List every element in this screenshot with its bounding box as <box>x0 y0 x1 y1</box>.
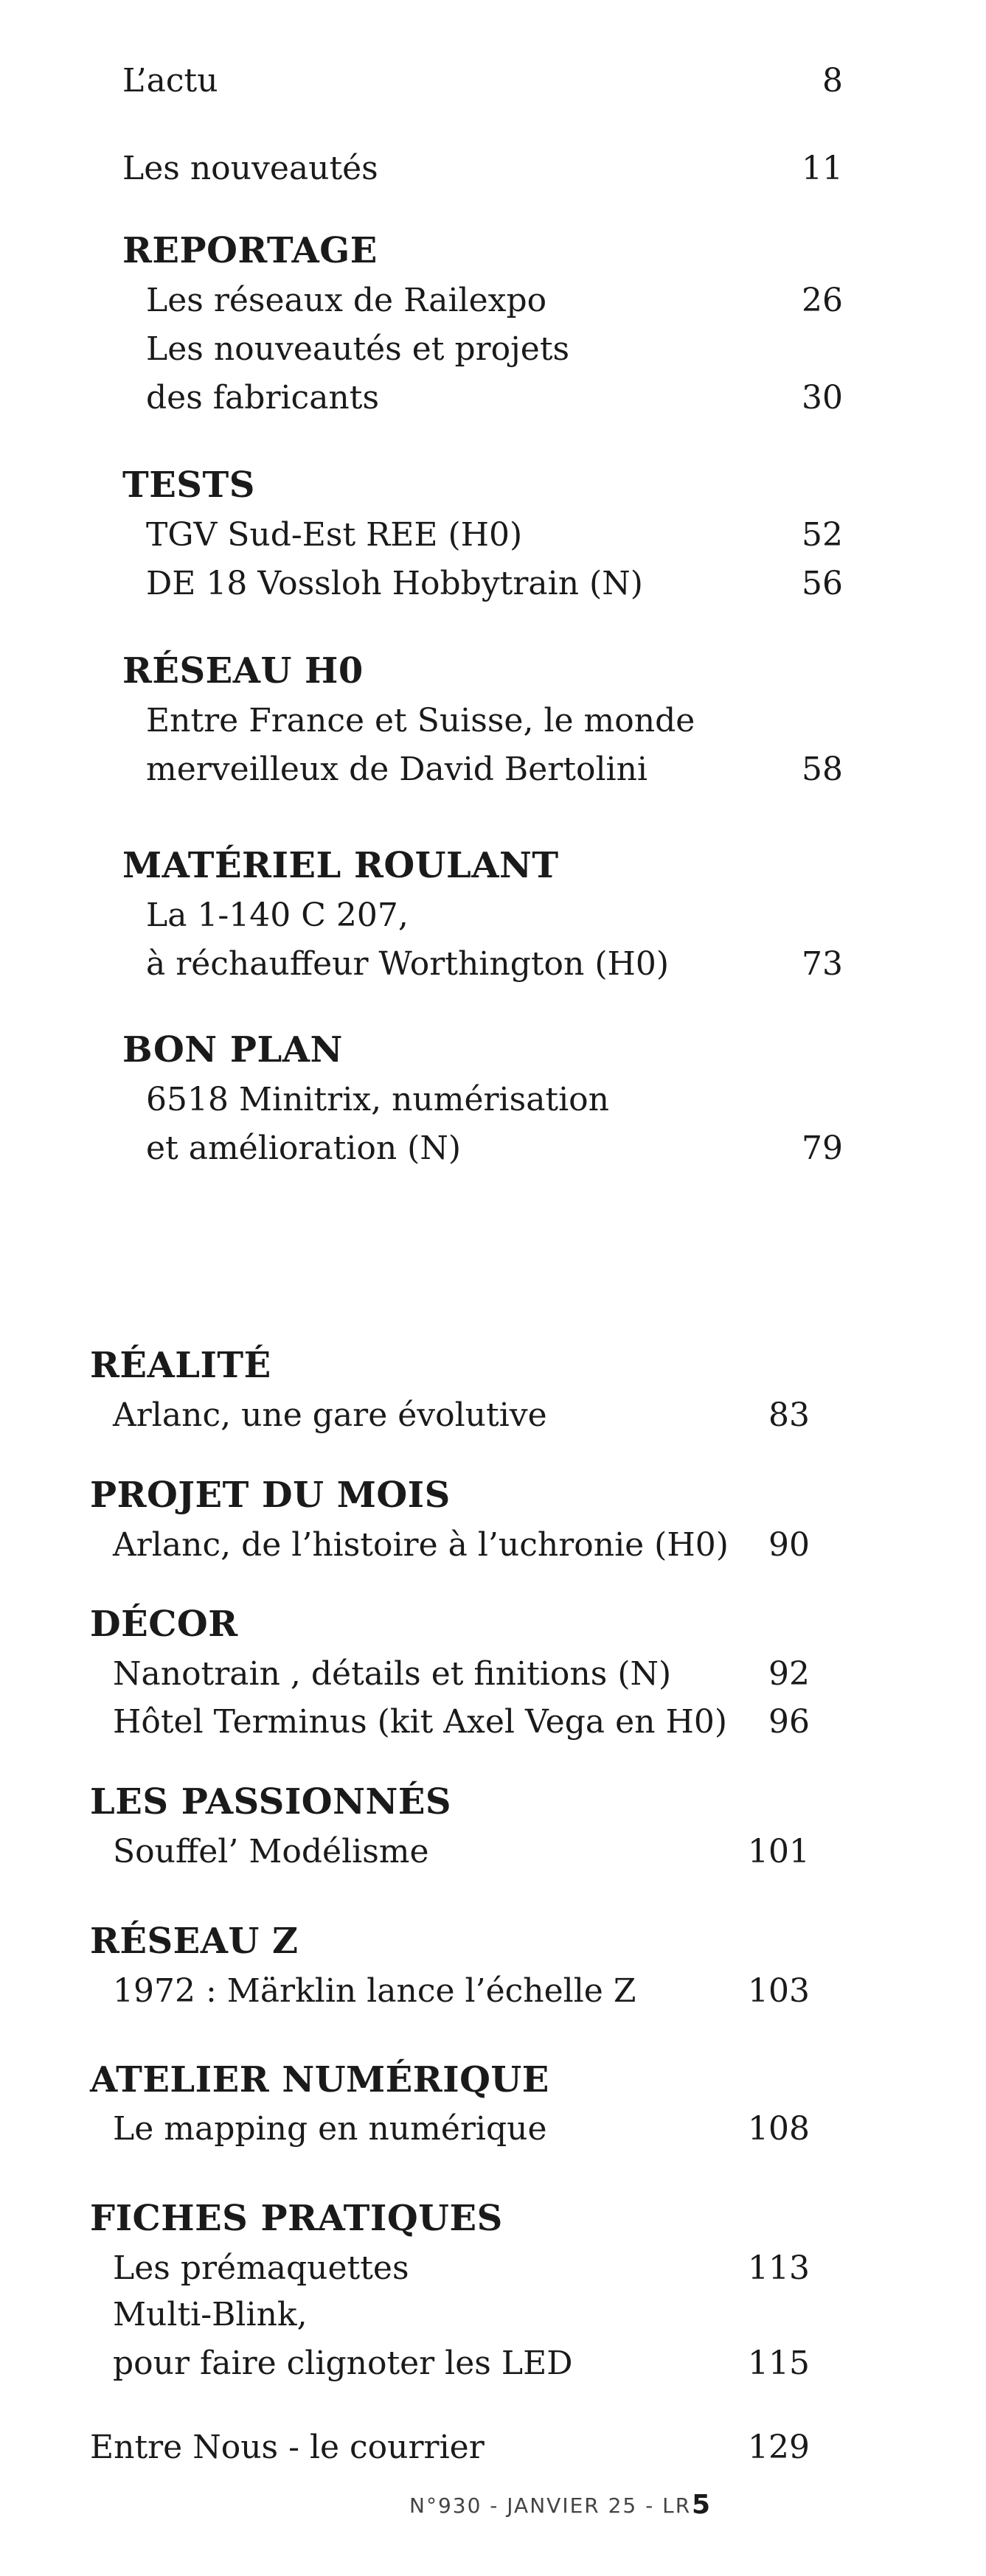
toc-entry-title[interactable]: pour faire clignoter les LED <box>113 2344 573 2382</box>
toc-row-title[interactable]: Les nouveautés <box>122 150 378 187</box>
toc-entry-title[interactable]: TGV Sud-Est REE (H0) <box>146 516 523 554</box>
section-heading: FICHES PRATIQUES <box>90 2198 503 2239</box>
toc-entry-title[interactable]: Hôtel Terminus (kit Axel Vega en H0) <box>113 1703 727 1741</box>
toc-page-number[interactable]: 73 <box>802 945 843 983</box>
toc-entry-title[interactable]: Les prémaquettes <box>113 2249 409 2287</box>
toc-entry-title[interactable]: Arlanc, de l’histoire à l’uchronie (H0) <box>113 1526 729 1564</box>
toc-page-number[interactable]: 103 <box>748 1972 810 2010</box>
toc-page-number[interactable]: 92 <box>768 1655 810 1693</box>
toc-entry-title[interactable]: Multi-Blink, <box>113 2296 308 2333</box>
toc-entry-title[interactable]: La 1-140 C 207, <box>146 897 409 934</box>
toc-page-number[interactable]: 115 <box>748 2344 810 2382</box>
section-heading: REPORTAGE <box>122 230 378 271</box>
toc-row-title[interactable]: L’actu <box>122 62 218 100</box>
toc-page-number[interactable]: 129 <box>748 2429 810 2466</box>
toc-page-number[interactable]: 56 <box>802 565 843 602</box>
toc-page-number[interactable]: 79 <box>802 1129 843 1167</box>
toc-page-number[interactable]: 26 <box>802 282 843 319</box>
toc-entry-title[interactable]: Les nouveautés et projets <box>146 330 570 368</box>
toc-entry-title[interactable]: Les réseaux de Railexpo <box>146 282 547 319</box>
toc-entry-title[interactable]: et amélioration (N) <box>146 1129 462 1167</box>
toc-entry-title[interactable]: DE 18 Vossloh Hobbytrain (N) <box>146 565 643 602</box>
toc-page-number[interactable]: 90 <box>768 1526 810 1564</box>
section-heading: DÉCOR <box>90 1604 238 1645</box>
toc-entry-title[interactable]: merveilleux de David Bertolini <box>146 751 648 788</box>
toc-page-number[interactable]: 52 <box>802 516 843 554</box>
toc-page-number[interactable]: 30 <box>802 379 843 417</box>
toc-entry-title[interactable]: Arlanc, une gare évolutive <box>113 1396 547 1434</box>
toc-page-number[interactable]: 58 <box>802 751 843 788</box>
toc-page-number[interactable]: 108 <box>748 2110 810 2148</box>
toc-page-number[interactable]: 113 <box>748 2249 810 2287</box>
section-heading: TESTS <box>122 464 255 506</box>
toc-page-number[interactable]: 83 <box>768 1396 810 1434</box>
section-heading: RÉSEAU H0 <box>122 650 364 692</box>
toc-entry-title[interactable]: Entre France et Suisse, le monde <box>146 702 695 739</box>
section-heading: RÉALITÉ <box>90 1345 271 1386</box>
section-heading: MATÉRIEL ROULANT <box>122 845 559 886</box>
section-heading: PROJET DU MOIS <box>90 1475 451 1516</box>
toc-page-number[interactable]: 101 <box>748 1833 810 1870</box>
toc-entry-title[interactable]: 6518 Minitrix, numérisation <box>146 1081 610 1118</box>
section-heading: LES PASSIONNÉS <box>90 1781 452 1823</box>
footer-issue-info: N°930 - JANVIER 25 - LR <box>409 2493 692 2518</box>
section-heading: BON PLAN <box>122 1029 343 1071</box>
toc-page-number[interactable]: 11 <box>802 150 843 187</box>
toc-row-title[interactable]: Entre Nous - le courrier <box>90 2429 485 2466</box>
toc-entry-title[interactable]: Souffel’ Modélisme <box>113 1833 429 1870</box>
toc-entry-title[interactable]: Nanotrain , détails et finitions (N) <box>113 1655 672 1693</box>
toc-page-number[interactable]: 96 <box>768 1703 810 1741</box>
toc-entry-title[interactable]: Le mapping en numérique <box>113 2110 547 2148</box>
section-heading: RÉSEAU Z <box>90 1921 299 1962</box>
toc-page-number[interactable]: 8 <box>822 62 843 100</box>
footer-page-number: 5 <box>692 2490 711 2520</box>
toc-entry-title[interactable]: à réchauffeur Worthington (H0) <box>146 945 670 983</box>
section-heading: ATELIER NUMÉRIQUE <box>90 2059 549 2100</box>
toc-entry-title[interactable]: des fabricants <box>146 379 380 417</box>
toc-entry-title[interactable]: 1972 : Märklin lance l’échelle Z <box>113 1972 636 2010</box>
